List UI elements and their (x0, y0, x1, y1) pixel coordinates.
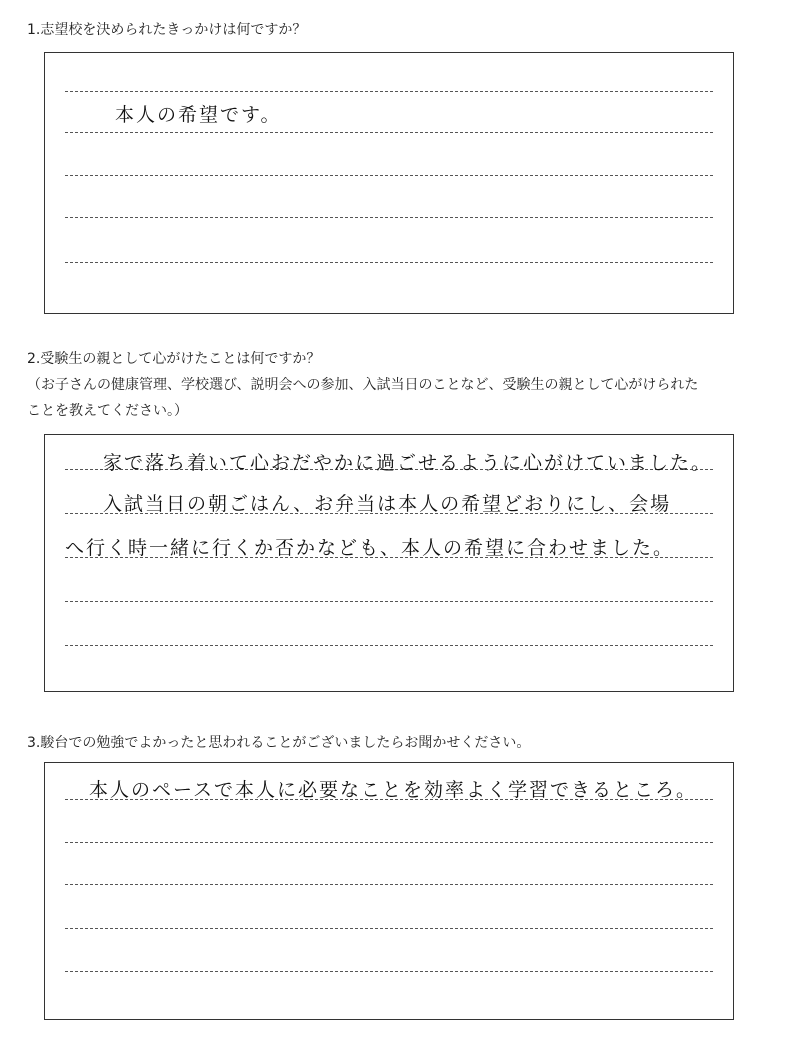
question-2-subtext-2: ことを教えてください。） (27, 403, 188, 419)
ruled-line (65, 645, 713, 646)
handwritten-answer-3-line-1: 本人のペースで本人に必要なことを効率よく学習できるところ。 (89, 779, 698, 801)
question-2-title: 2.受験生の親として心がけたことは何ですか？ (27, 351, 321, 367)
ruled-line (65, 971, 713, 972)
ruled-line (65, 175, 713, 176)
ruled-line (65, 928, 713, 929)
ruled-line (65, 601, 713, 602)
ruled-line (65, 842, 713, 843)
question-3-title: 3.駿台での勉強でよかったと思われることがございましたらお聞かせください。 (27, 735, 531, 751)
ruled-line (65, 884, 713, 885)
handwritten-answer-1-line-1: 本人の希望です。 (115, 104, 282, 126)
question-2-subtext-1: （お子さんの健康管理、学校選び、説明会への参加、入試当日のことなど、受験生の親として心がけられた (27, 377, 699, 393)
handwritten-answer-2-line-3: へ行く時一緒に行くか否かなども、本人の希望に合わせました。 (65, 537, 675, 559)
ruled-line (65, 132, 713, 133)
ruled-line (65, 217, 713, 218)
handwritten-answer-2-line-1: 家で落ち着いて心おだやかに過ごせるように心がけていました。 (103, 452, 713, 474)
ruled-line (65, 262, 713, 263)
answer-box-3 (44, 762, 734, 1020)
answer-box-2 (44, 434, 734, 692)
answer-box-1 (44, 52, 734, 314)
ruled-line (65, 91, 713, 92)
handwritten-answer-2-line-2: 入試当日の朝ごはん、お弁当は本人の希望どおりにし、会場 (103, 493, 672, 515)
question-1-title: 1.志望校を決められたきっかけは何ですか？ (27, 22, 307, 38)
